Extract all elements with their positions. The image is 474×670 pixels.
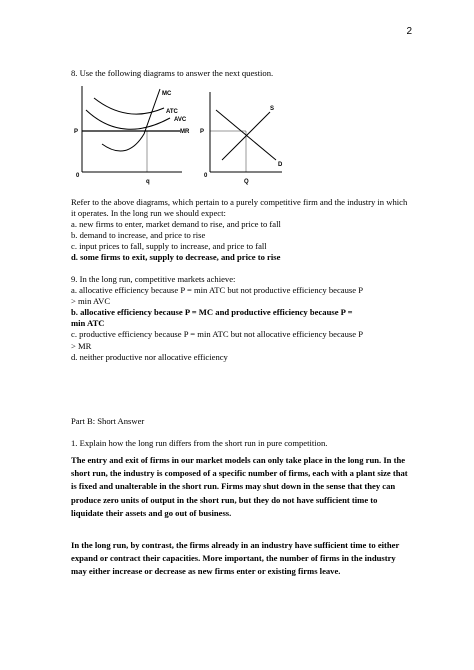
industry-x-label: Q <box>244 179 249 185</box>
avc-curve <box>86 110 170 129</box>
page-number: 2 <box>406 26 412 37</box>
question-9-option-c: c. productive efficiency because P = min ATC but not allocative efficiency because P <box>71 329 364 340</box>
short-answer-question-1 <box>71 438 411 449</box>
mc-label: MC <box>162 91 172 97</box>
demand-label: D <box>278 162 283 168</box>
answer-paragraph-2: In the long run, by contrast, the firms already in an industry have sufficient time to either expand or contract their capacities. More important, the number of firms in the industry may either increase or decrease as new firms enter or existing firms leave. <box>71 540 400 577</box>
firm-p-label: P <box>74 129 79 135</box>
firm-graph <box>74 86 190 185</box>
question-8-stem: Refer to the above diagrams, which pertain to a purely competitive firm and the industry in which it operates. In the long run we should expect: <box>71 197 408 219</box>
avc-label: AVC <box>174 117 187 123</box>
firm-origin: 0 <box>76 173 80 179</box>
firm-x-label: q <box>146 179 150 185</box>
question-8-option-a: a. new firms to enter, market demand to rise, and price to fall <box>71 219 281 230</box>
industry-origin: 0 <box>204 173 208 179</box>
question-9-option-a-cont: > min AVC <box>71 296 111 307</box>
question-8-option-c: c. input prices to fall, supply to increase, and price to fall <box>71 241 267 252</box>
mr-label: MR <box>180 129 190 135</box>
question-8 <box>71 197 411 264</box>
industry-p-label: P <box>200 129 205 135</box>
question-9-option-d: d. neither productive nor allocative efficiency <box>71 351 228 362</box>
atc-label: ATC <box>166 109 178 115</box>
question-9 <box>71 274 411 363</box>
question-8-intro-text: 8. Use the following diagrams to answer the next question. <box>71 68 274 78</box>
short-answer-question-1-text: 1. Explain how the long run differs from the short run in pure competition. <box>71 438 328 448</box>
question-9-option-c-cont: > MR <box>71 340 92 351</box>
answer-paragraph-1: The entry and exit of firms in our market models can only take place in the long run. In the short run, the industry is composed of a specific number of firms, each with a plant size that is fixed and unalterable in the short run. Firms may shut down in the sense that they can produce zero units of output in the short run, but they do not have sufficient time to liquidate their assets and go out of business. <box>71 455 408 518</box>
question-9-option-a: a. allocative efficiency because P = min ATC but not productive efficiency because P <box>71 285 364 296</box>
question-9-option-b-cont: min ATC <box>71 318 105 329</box>
mc-curve <box>102 89 160 151</box>
question-9-option-b: b. allocative efficiency because P = MC and productive efficiency because P = <box>71 307 353 318</box>
supply-label: S <box>270 106 275 112</box>
question-8-option-d: d. some firms to exit, supply to decrease, and price to rise <box>71 252 281 263</box>
question-8-option-b: b. demand to increase, and price to rise <box>71 230 206 241</box>
part-b-heading <box>71 416 411 427</box>
industry-graph <box>200 92 283 185</box>
part-b-heading-text: Part B: Short Answer <box>71 416 145 426</box>
question-9-stem: 9. In the long run, competitive markets achieve: <box>71 274 236 284</box>
cost-diagrams <box>72 84 292 194</box>
question-8-intro <box>71 68 411 79</box>
